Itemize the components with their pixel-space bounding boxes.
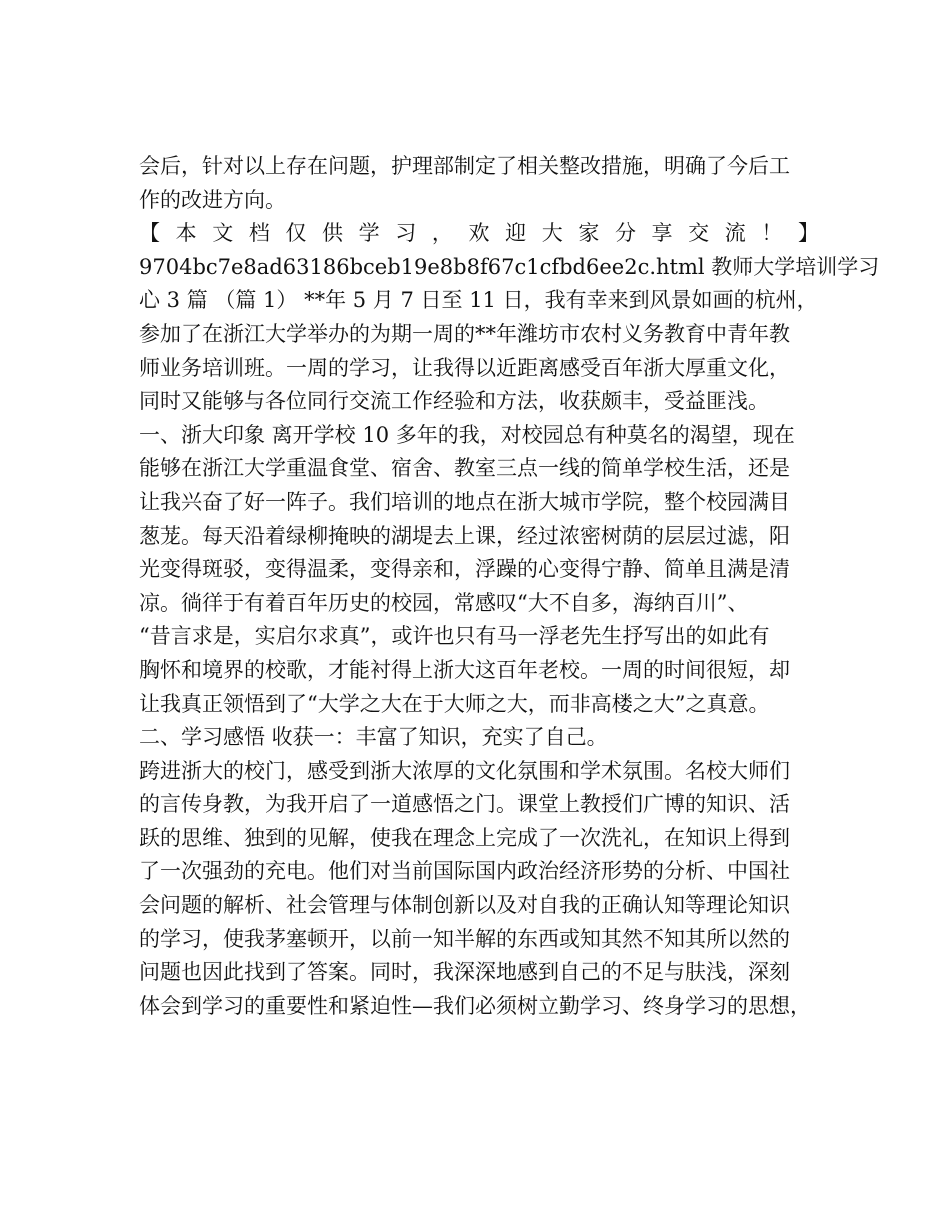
text-line: 会后，针对以上存在问题，护理部制定了相关整改措施，明确了今后工: [139, 154, 790, 178]
section-heading-line: 二、学习感悟 收获一：丰富了知识，充实了自己。: [139, 725, 608, 750]
text-line: “昔言求是，实启尔求真”，或许也只有马一浮老先生抒写出的如此有: [139, 624, 770, 649]
text-line: 让我真正领悟到了“大学之大在于大师之大，而非高楼之大”之真意。: [139, 691, 770, 716]
text-line: 的学习，使我茅塞顿开，以前一知半解的东西或知其然不知其所以然的: [139, 926, 790, 951]
text-line: 会问题的解析、社会管理与体制创新以及对自我的正确认知等理论知识: [139, 893, 790, 918]
text-line: 师业务培训班。一周的学习，让我得以近距离感受百年浙大厚重文化，: [139, 355, 790, 380]
section-heading-line: 一、浙大印象 离开学校 10 多年的我，对校园总有种莫名的渴望，现在: [139, 422, 795, 447]
document-body: [139, 150, 880, 1023]
text-line: 光变得斑驳，变得温柔，变得亲和，浮躁的心变得宁静、简单且满是清: [139, 557, 790, 582]
text-line: 参加了在浙江大学举办的为期一周的**年潍坊市农村义务教育中青年教: [139, 321, 790, 346]
text-line: 了一次强劲的充电。他们对当前国际国内政治经济形势的分析、中国社: [139, 859, 790, 884]
text-line: 体会到学习的重要性和紧迫性—我们必须树立勤学习、终身学习的思想，: [139, 993, 811, 1018]
text-line: 作的改进方向。: [139, 187, 286, 212]
text-line: 心 3 篇 （篇 1） **年 5 月 7 日至 11 日，我有幸来到风景如画的杭州，: [139, 288, 818, 313]
text-line: 葱茏。每天沿着绿柳掩映的湖堤去上课，经过浓密树荫的层层过滤，阳: [139, 523, 790, 548]
text-line: 跃的思维、独到的见解，使我在理念上完成了一次洗礼，在知识上得到: [139, 825, 790, 850]
text-line: 问题也因此找到了答案。同时，我深深地感到自己的不足与肤浅，深刻: [139, 960, 790, 985]
text-line: 9704bc7e8ad63186bceb19e8b8f67c1cfbd6ee2c.html 教师大学培训学习: [139, 254, 880, 279]
text-line: 让我兴奋了好一阵子。我们培训的地点在浙大城市学院，整个校园满目: [139, 489, 790, 514]
text-line: 同时又能够与各位同行交流工作经验和方法，收获颇丰，受益匪浅。: [139, 389, 769, 414]
text-line: 跨进浙大的校门，感受到浙大浓厚的文化氛围和学术氛围。名校大师们: [139, 758, 790, 783]
text-line: 胸怀和境界的校歌，才能衬得上浙大这百年老校。一周的时间很短，却: [139, 657, 790, 682]
text-line: 的言传身教，为我开启了一道感悟之门。课堂上教授们广博的知识、活: [139, 792, 790, 817]
text-line: 凉。徜徉于有着百年历史的校园，常感叹“大不自多，海纳百川”、: [139, 590, 749, 615]
text-line: 能够在浙江大学重温食堂、宿舍、教室三点一线的简单学校生活，还是: [139, 456, 790, 481]
notice-line: 【 本 文 档 仅 供 学 习 ， 欢 迎 大 家 分 享 交 流 ！ 】: [139, 221, 819, 246]
